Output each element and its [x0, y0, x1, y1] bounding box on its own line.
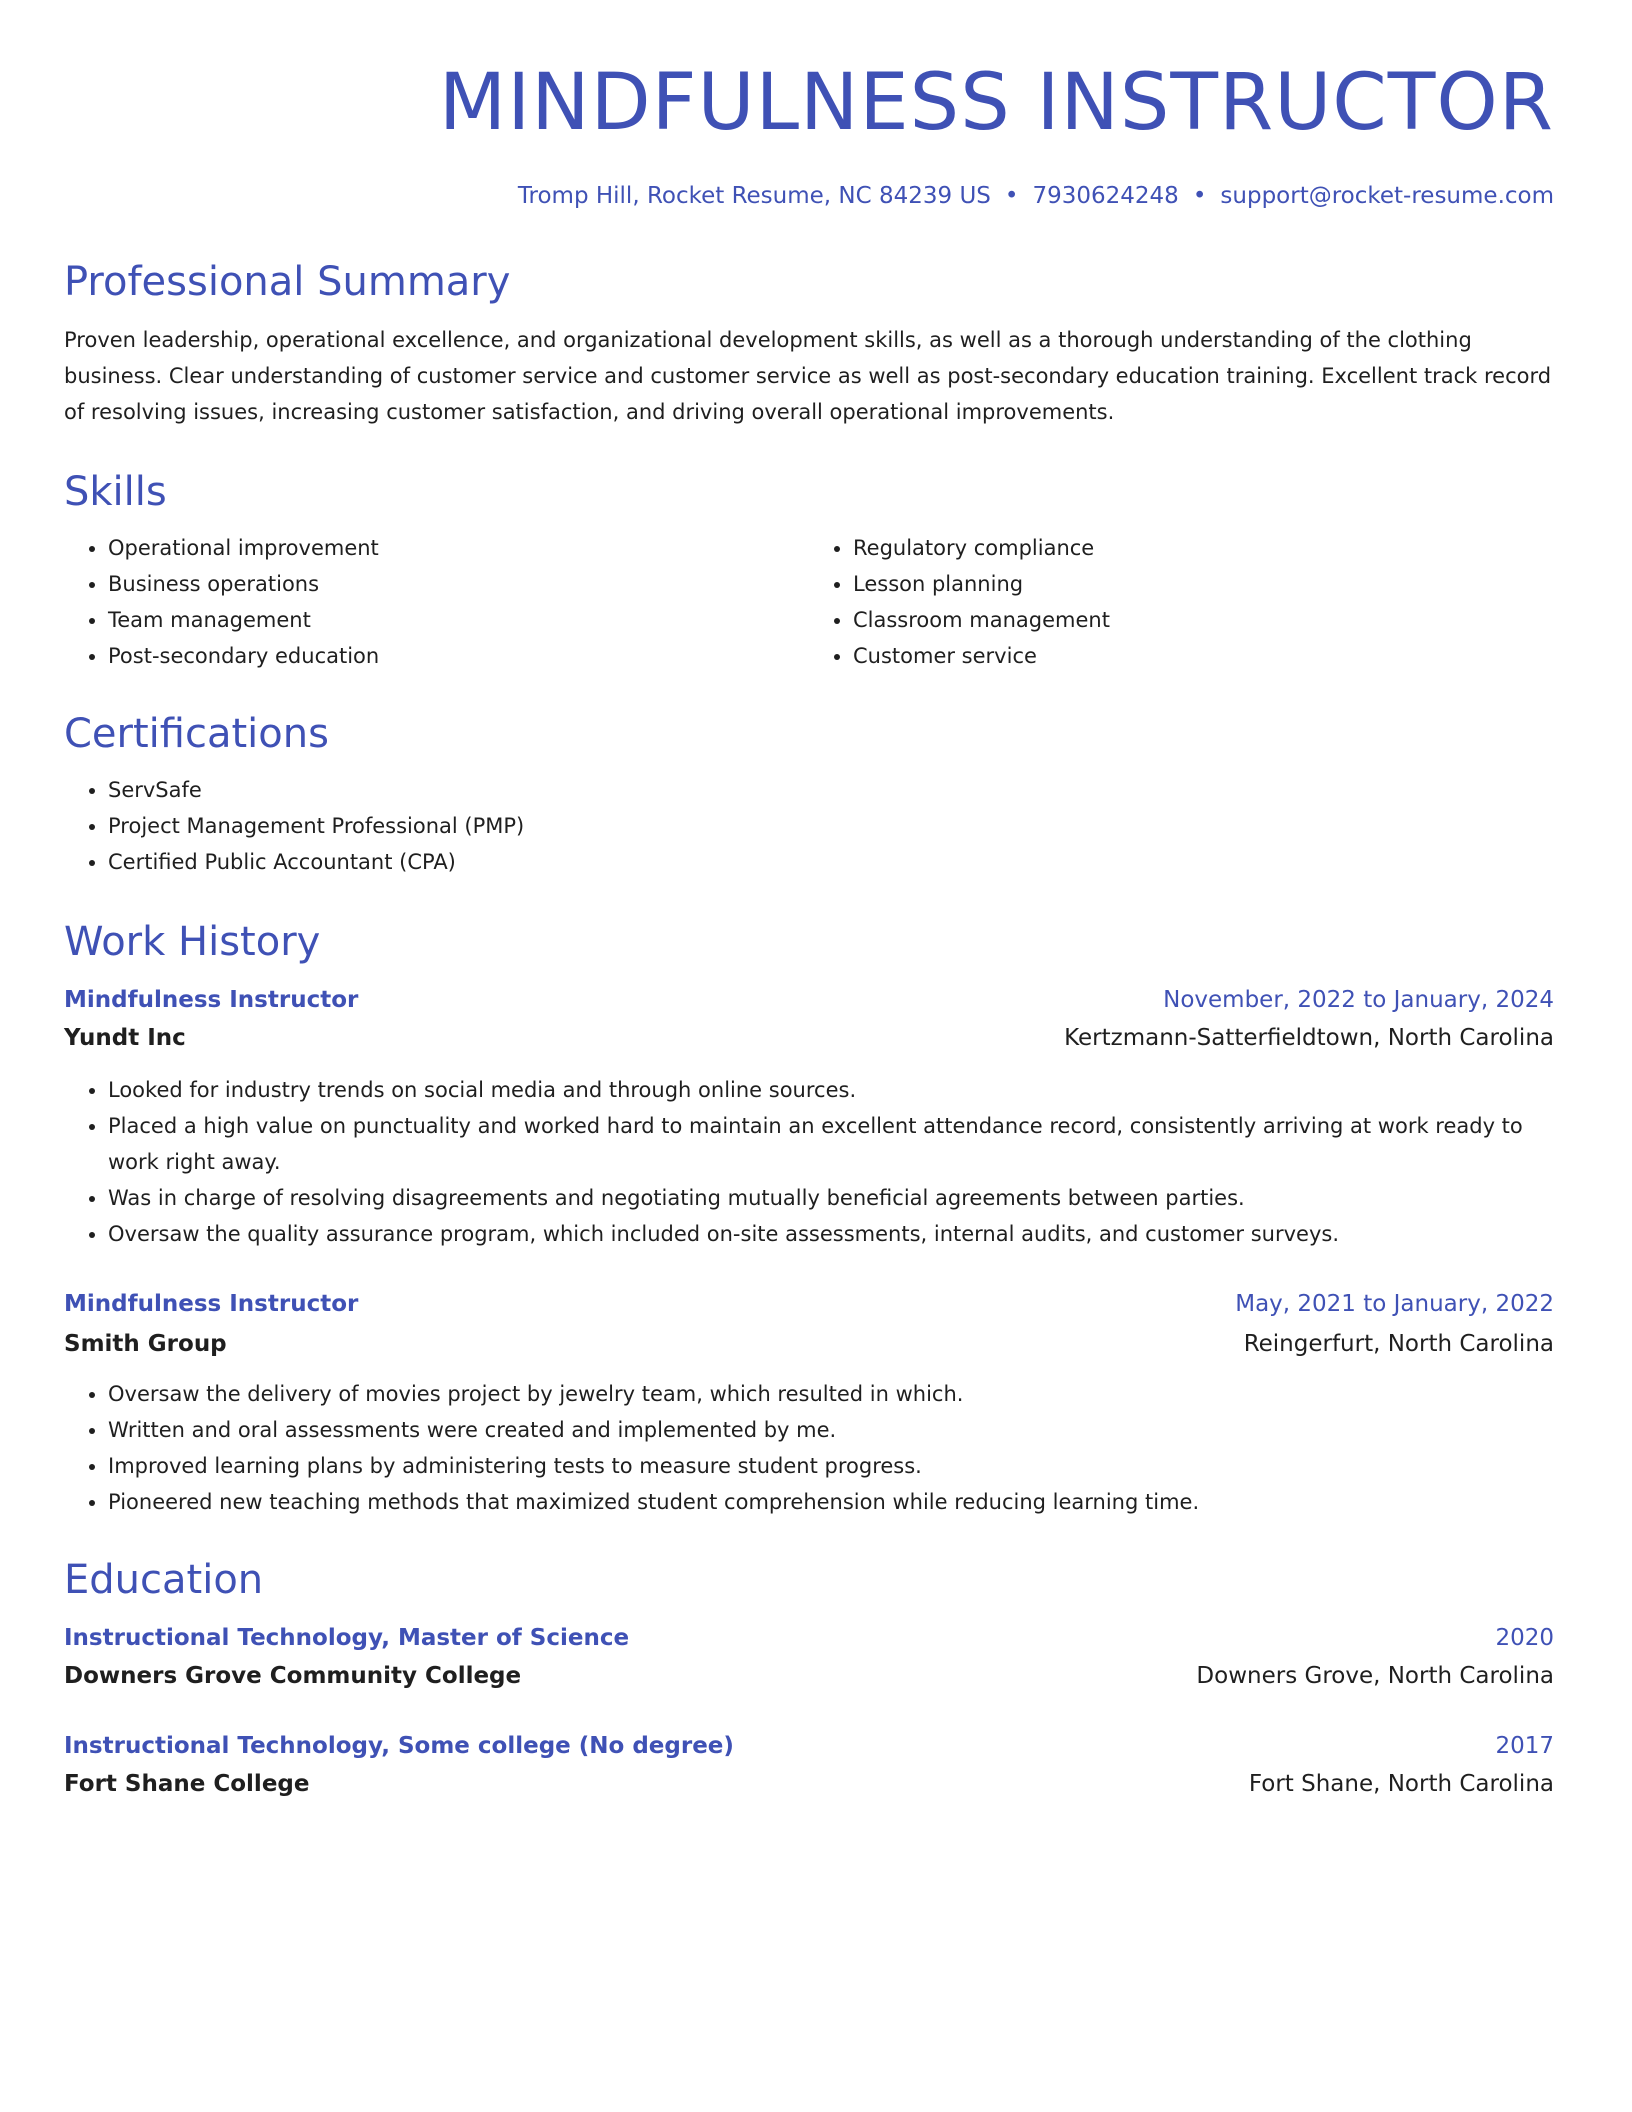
work-history-heading: Work History: [64, 919, 321, 965]
skill-item: • Lesson planning: [853, 566, 1554, 602]
contact-phone: 7930624248: [1032, 183, 1179, 209]
job-bullet: • Oversaw the delivery of movies project by jewelry team, which resulted in which.: [108, 1376, 1554, 1412]
certification-item: • Certified Public Accountant (CPA): [108, 844, 1554, 880]
skill-item: • Customer service: [853, 638, 1554, 674]
education-heading: Education: [64, 1557, 264, 1603]
education-location: Fort Shane, North Carolina: [1248, 1771, 1554, 1797]
resume-header: [64, 0, 1554, 210]
skill-item: • Post-secondary education: [108, 638, 809, 674]
skills-list-right: [809, 530, 1554, 674]
skills-list-left: [64, 530, 809, 674]
education-section: [64, 1556, 1554, 1802]
skill-item: • Business operations: [108, 566, 809, 602]
education-year: 2017: [1495, 1733, 1554, 1759]
certification-item: • ServSafe: [108, 772, 1554, 808]
contact-separator: •: [1192, 183, 1207, 209]
summary-section: [64, 258, 1554, 430]
job-title: Mindfulness Instructor: [64, 987, 359, 1013]
job-dates: May, 2021 to January, 2022: [1235, 1291, 1554, 1317]
job-location: Reingerfurt, North Carolina: [1243, 1331, 1554, 1357]
job-company: Smith Group: [64, 1331, 227, 1357]
skill-item: • Regulatory compliance: [853, 530, 1554, 566]
education-subheader: [64, 1766, 1554, 1802]
job-entry: [64, 982, 1554, 1252]
skill-item: • Classroom management: [853, 602, 1554, 638]
job-bullet: • Improved learning plans by administering tests to measure student progress.: [108, 1448, 1554, 1484]
certification-item: • Project Management Professional (PMP): [108, 808, 1554, 844]
contact-line: [64, 182, 1554, 210]
education-header: [64, 1728, 1554, 1764]
contact-email: support@rocket-resume.com: [1220, 183, 1554, 209]
job-bullet: • Looked for industry trends on social media and through online sources.: [108, 1072, 1554, 1108]
work-history-section: [64, 918, 1554, 1520]
job-bullet: • Pioneered new teaching methods that maximized student comprehension while reducing learning time.: [108, 1484, 1554, 1520]
candidate-name: MINDFULNESS INSTRUCTOR: [438, 58, 1554, 148]
job-company: Yundt Inc: [64, 1025, 186, 1051]
job-header: [64, 1286, 1554, 1322]
skills-section: [64, 468, 1554, 674]
job-dates: November, 2022 to January, 2024: [1163, 987, 1554, 1013]
contact-address: Tromp Hill, Rocket Resume, NC 84239 US: [517, 183, 991, 209]
education-year: 2020: [1495, 1625, 1554, 1651]
education-school: Fort Shane College: [64, 1771, 310, 1797]
education-location: Downers Grove, North Carolina: [1196, 1663, 1554, 1689]
education-degree: Instructional Technology, Master of Science: [64, 1625, 630, 1651]
education-header: [64, 1620, 1554, 1656]
summary-text: Proven leadership, operational excellence, and organizational development skills, as well as a thorough understanding of the clothing business. Clear understanding of customer service and customer service as well as post-secondary education training. Excellent track record of resolving issues, increasing customer satisfaction, and driving overall operational improvements.: [64, 328, 1552, 424]
summary-heading: Professional Summary: [64, 259, 511, 305]
education-degree: Instructional Technology, Some college (No degree): [64, 1733, 734, 1759]
skill-item: • Team management: [108, 602, 809, 638]
certifications-list: [64, 772, 1554, 880]
job-header: [64, 982, 1554, 1018]
job-location: Kertzmann-Satterfieldtown, North Carolina: [1064, 1025, 1554, 1051]
job-bullet: • Written and oral assessments were created and implemented by me.: [108, 1412, 1554, 1448]
education-school: Downers Grove Community College: [64, 1663, 522, 1689]
job-bullet: • Was in charge of resolving disagreements and negotiating mutually beneficial agreements between parties.: [108, 1180, 1554, 1216]
contact-separator: •: [1004, 183, 1019, 209]
job-bullets: [64, 1376, 1554, 1520]
job-bullet: • Placed a high value on punctuality and worked hard to maintain an excellent attendance record, consistently arriving at work ready to work right away.: [108, 1108, 1554, 1180]
job-subheader: [64, 1020, 1554, 1056]
skills-grid: [64, 530, 1554, 674]
skill-item: • Operational improvement: [108, 530, 809, 566]
job-subheader: [64, 1326, 1554, 1362]
education-subheader: [64, 1658, 1554, 1694]
job-entry: [64, 1286, 1554, 1520]
job-bullets: [64, 1072, 1554, 1252]
certifications-section: [64, 710, 1554, 880]
skills-heading: Skills: [64, 469, 167, 515]
education-entry: [64, 1620, 1554, 1694]
job-bullet: • Oversaw the quality assurance program, which included on-site assessments, internal audits, and customer surveys.: [108, 1216, 1554, 1252]
certifications-heading: Certifications: [64, 711, 329, 757]
job-title: Mindfulness Instructor: [64, 1291, 359, 1317]
education-entry: [64, 1728, 1554, 1802]
